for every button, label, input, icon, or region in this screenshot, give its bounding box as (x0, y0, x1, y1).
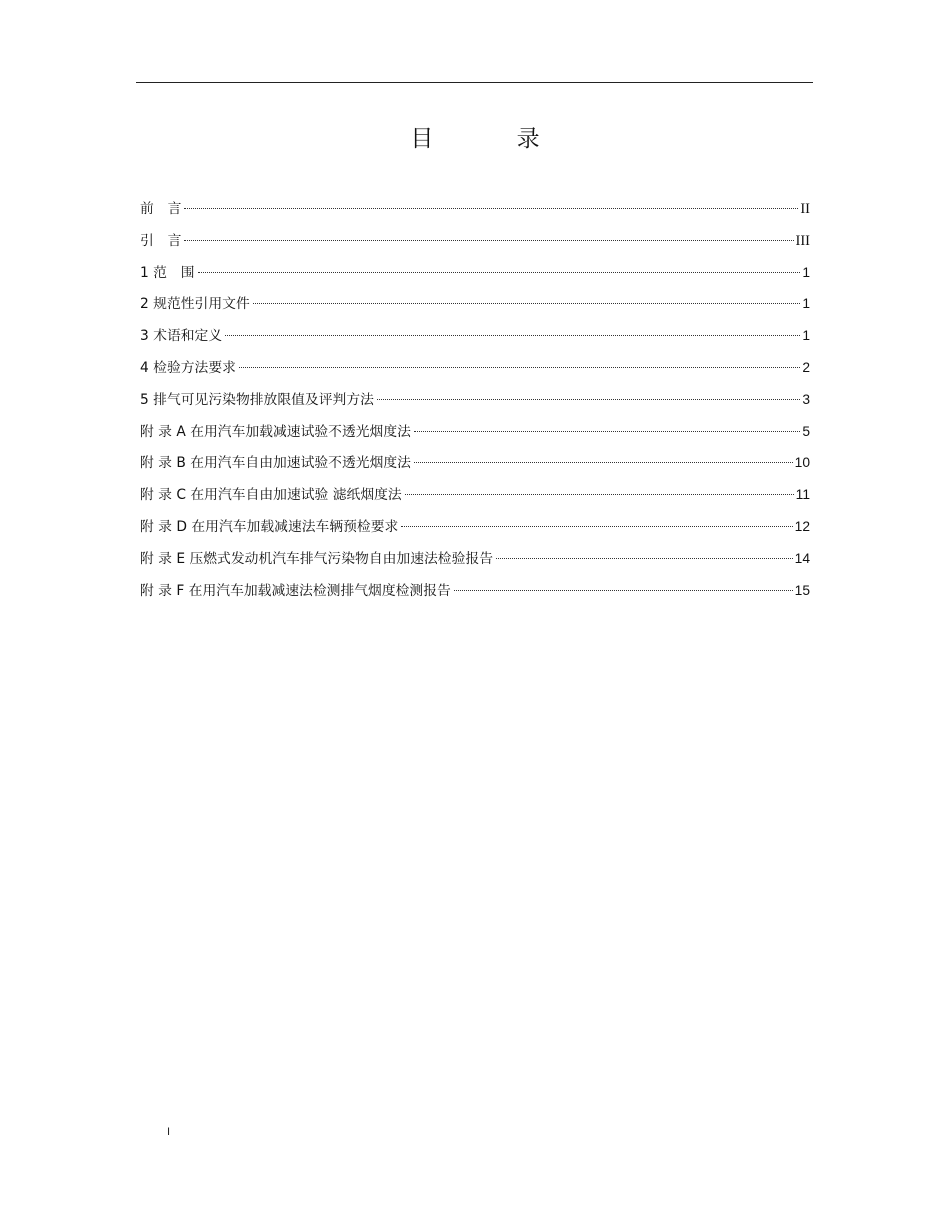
toc-dot-leader (184, 240, 793, 241)
toc-entry-appendix-b[interactable] (140, 448, 810, 480)
toc-page-number: 5 (802, 423, 810, 439)
toc-page-number: II (800, 201, 810, 217)
toc-entry-section-3[interactable] (140, 321, 810, 353)
toc-dot-leader (496, 558, 793, 559)
toc-dot-leader (414, 462, 793, 463)
toc-entry-section-4[interactable] (140, 353, 810, 385)
toc-page-number: 1 (802, 264, 810, 280)
toc-entry-text: 3 术语和定义 (140, 328, 223, 345)
toc-entry-text: 2 规范性引用文件 (140, 296, 250, 313)
toc-entry-appendix-d[interactable] (140, 512, 810, 544)
toc-dot-leader (225, 335, 800, 336)
toc-dot-leader (184, 208, 798, 209)
toc-entry-appendix-c[interactable] (140, 480, 810, 512)
toc-entry-text: 1 范 围 (140, 264, 195, 281)
toc-entry-appendix-e[interactable] (140, 544, 810, 576)
page-title: 目 录 (410, 126, 578, 152)
toc-entry-text: 4 检验方法要求 (140, 359, 236, 376)
toc-page-number: 12 (794, 518, 810, 534)
toc-entry-text: 前 言 (140, 201, 182, 217)
toc-page-number: 10 (794, 455, 810, 471)
toc-dot-leader (401, 526, 792, 527)
toc-entry-text: 引 言 (140, 232, 182, 249)
toc-entry-text: 附 录 C 在用汽车自由加速试验 滤纸烟度法 (140, 487, 402, 504)
toc-page-number: 2 (802, 359, 810, 375)
header-rule (136, 82, 813, 83)
toc-page-number: 15 (794, 582, 810, 598)
toc-entry-text: 附 录 D 在用汽车加载减速法车辆预检要求 (140, 518, 399, 535)
toc-page-number: 11 (795, 487, 810, 503)
toc-page-number: III (795, 232, 810, 249)
toc-entry-preface[interactable] (140, 194, 810, 226)
toc-page-number: 3 (802, 391, 810, 407)
toc-dot-leader (405, 494, 794, 495)
toc-entry-text: 附 录 A 在用汽车加载减速试验不透光烟度法 (140, 423, 411, 440)
toc-dot-leader (454, 590, 793, 591)
toc-page-number: 1 (802, 328, 810, 344)
toc-entry-appendix-a[interactable] (140, 417, 810, 449)
toc-page-number: 14 (794, 550, 810, 566)
toc-entry-appendix-f[interactable] (140, 576, 810, 608)
toc-entry-introduction[interactable] (140, 226, 810, 258)
toc-dot-leader (253, 303, 801, 304)
toc-dot-leader (198, 272, 801, 273)
toc-entry-text: 附 录 B 在用汽车自由加速试验不透光烟度法 (140, 455, 411, 472)
toc-dot-leader (239, 367, 800, 368)
footer-page-number: I (167, 1126, 171, 1138)
table-of-contents (140, 194, 810, 607)
toc-entry-text: 附 录 F 在用汽车加载减速法检测排气烟度检测报告 (140, 582, 451, 599)
toc-dot-leader (414, 431, 800, 432)
toc-entry-text: 附 录 E 压燃式发动机汽车排气污染物自由加速法检验报告 (140, 550, 493, 567)
toc-entry-section-1[interactable] (140, 258, 810, 290)
toc-entry-section-2[interactable] (140, 289, 810, 321)
toc-entry-text: 5 排气可见污染物排放限值及评判方法 (140, 391, 374, 408)
toc-dot-leader (377, 399, 800, 400)
toc-page-number: 1 (802, 296, 810, 312)
toc-entry-section-5[interactable] (140, 385, 810, 417)
